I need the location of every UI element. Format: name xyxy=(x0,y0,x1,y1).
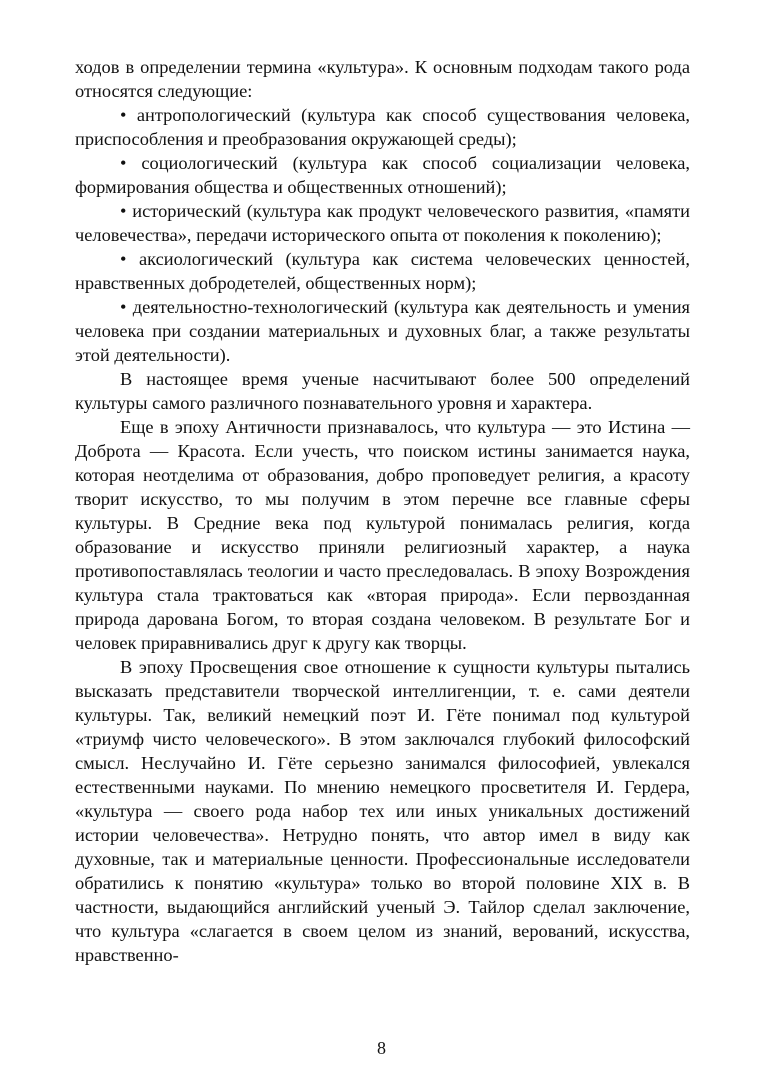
paragraph-intro: ходов в определении термина «культура». К основным подходам такого рода относятся следующие: xyxy=(75,57,690,101)
paragraph-antiquity: Еще в эпоху Античности признавалось, что культура — это Истина — Доброта — Красота. Если учесть, что поиском истины занимается наука, которая неотделима от образования, добро проповедует религия, а красоту творит искусство, то мы получим в этом перечне все главные сферы культуры. В Средние века под культурой понималась религия, когда образование и искусство приняли религиозный характер, а наука противопоставлялась теологии и часто преследовалась. В эпоху Возрождения культура стала трактоваться как «вторая природа». Если первозданная природа дарована Богом, то вторая создана человеком. В результате Бог и человек приравнивались друг к другу как творцы. xyxy=(75,417,690,653)
list-item-historical: • исторический (культура как продукт человеческого развития, «памяти человечества», передачи исторического опыта от поколения к поколению); xyxy=(75,201,690,245)
paragraph-enlightenment: В эпоху Просвещения свое отношение к сущности культуры пытались высказать представители творческой интеллигенции, т. е. сами деятели культуры. Так, великий немецкий поэт И. Гёте понимал под культурой «триумф чисто человеческого». В этом заключался глубокий философский смысл. Неслучайно И. Гёте серьезно занимался философией, увлекался естественными науками. По мнению немецкого просветителя И. Гердера, «культура — своего рода набор тех или иных уникальных достижений истории человечества». Нетрудно понять, что автор имел в виду как духовные, так и материальные ценности. Профессиональные исследователи обратились к понятию «культура» только во второй половине XIX в. В частности, выдающийся английский ученый Э. Тайлор сделал заключение, что культура «слагается в своем целом из знаний, верований, искусства, нравственно- xyxy=(75,657,690,965)
page-number: 8 xyxy=(377,1038,386,1058)
list-item-activity-technological: • деятельностно-технологический (культура как деятельность и умения человека при создании материальных и духовных благ, а также результаты этой деятельности). xyxy=(75,297,690,365)
page-body xyxy=(75,55,690,967)
list-item-anthropological: • антропологический (культура как способ существования человека, приспособления и преобразования окружающей среды); xyxy=(75,105,690,149)
list-item-sociological: • социологический (культура как способ социализации человека, формирования общества и общественных отношений); xyxy=(75,153,690,197)
list-item-axiological: • аксиологический (культура как система человеческих ценностей, нравственных добродетелей, общественных норм); xyxy=(75,249,690,293)
paragraph-definitions-count: В настоящее время ученые насчитывают более 500 определений культуры самого различного познавательного уровня и характера. xyxy=(75,369,690,413)
